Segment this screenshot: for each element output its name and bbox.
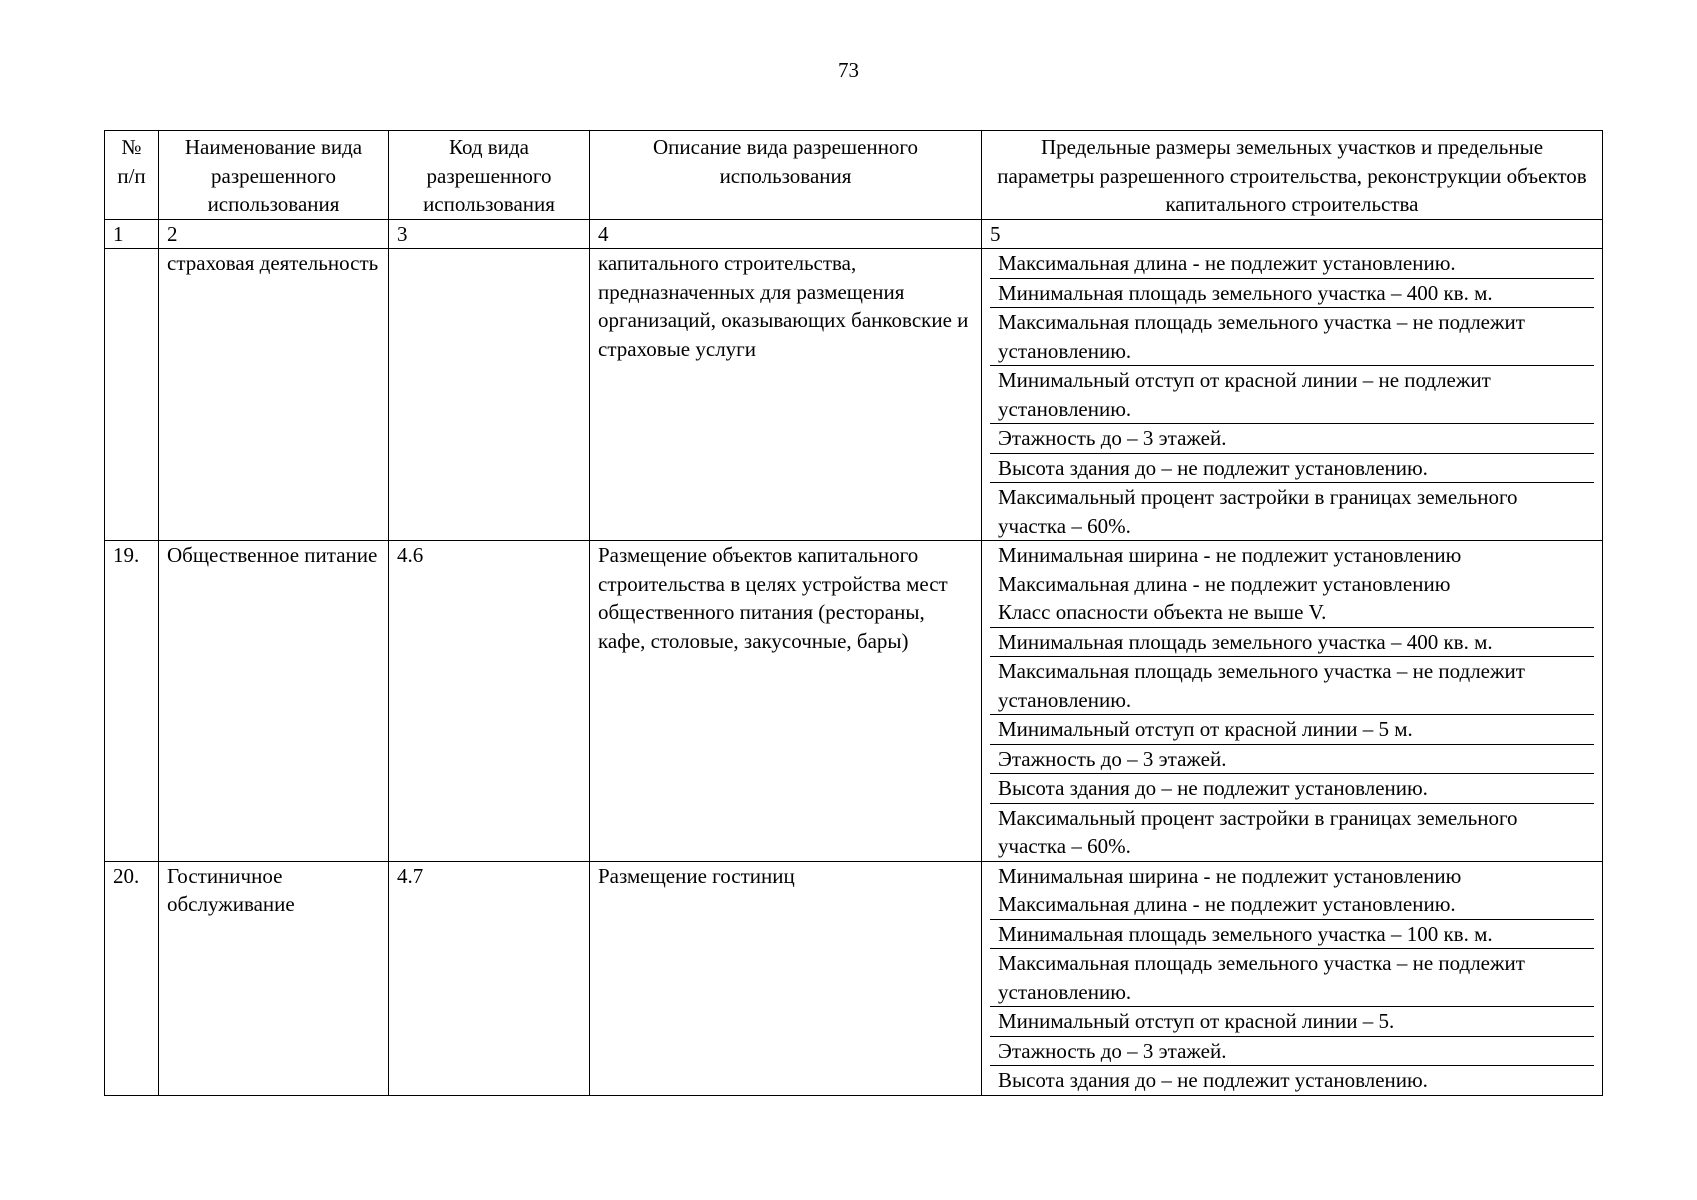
param-item: Минимальная площадь земельного участка – 400 кв. м. — [990, 279, 1594, 309]
param-item: Максимальная площадь земельного участка – не подлежит установлению. — [990, 949, 1594, 1007]
col-number: 4 — [590, 219, 982, 249]
col-number: 5 — [982, 219, 1603, 249]
param-line: Класс опасности объекта не выше V. — [998, 600, 1327, 624]
header-name: Наименование вида разрешенного использования — [159, 131, 389, 220]
row-description: Размещение объектов капитального строительства в целях устройства мест общественного питания (рестораны, кафе, столовые, закусочные, бары) — [590, 541, 982, 862]
param-line: Минимальная ширина - не подлежит установлению — [998, 543, 1462, 567]
col-number: 3 — [389, 219, 590, 249]
param-item — [990, 541, 1594, 628]
param-item: Этажность до – 3 этажей. — [990, 1037, 1594, 1067]
param-item: Максимальная площадь земельного участка – не подлежит установлению. — [990, 308, 1594, 366]
row-name: Общественное питание — [159, 541, 389, 862]
param-item — [990, 862, 1594, 920]
page-number: 73 — [838, 58, 859, 82]
param-item: Высота здания до – не подлежит установлению. — [998, 1068, 1428, 1092]
param-item: Максимальная площадь земельного участка – не подлежит установлению. — [990, 657, 1594, 715]
param-item: Минимальный отступ от красной линии – 5 м. — [990, 715, 1594, 745]
header-row — [105, 131, 1603, 220]
row-name: Гостиничное обслуживание — [159, 861, 389, 1095]
table-row — [105, 249, 1603, 541]
param-item: Этажность до – 3 этажей. — [990, 424, 1594, 454]
row-number: 19. — [105, 541, 159, 862]
row-params — [982, 541, 1603, 862]
param-line: Максимальная длина - не подлежит установлению — [998, 571, 1451, 596]
param-item: Этажность до – 3 этажей. — [990, 745, 1594, 775]
header-number: № п/п — [105, 131, 159, 220]
param-item: Максимальный процент застройки в границах земельного участка – 60%. — [998, 805, 1518, 858]
table-row — [105, 861, 1603, 1095]
header-params: Предельные размеры земельных участков и предельные параметры разрешенного строительства, реконструкции объектов капитального строительства — [982, 131, 1603, 220]
param-item: Максимальный процент застройки в границах земельного участка – 60%. — [998, 485, 1518, 538]
param-item: Минимальная площадь земельного участка – 100 кв. м. — [990, 920, 1594, 950]
land-use-table — [104, 130, 1603, 1096]
param-item: Высота здания до – не подлежит установлению. — [990, 774, 1594, 804]
param-item: Максимальная длина - не подлежит установлению. — [990, 249, 1594, 279]
param-item: Минимальный отступ от красной линии – не подлежит установлению. — [990, 366, 1594, 424]
header-code: Код вида разрешенного использования — [389, 131, 590, 220]
row-params — [982, 861, 1603, 1095]
column-number-row — [105, 219, 1603, 249]
row-number — [105, 249, 159, 541]
param-item: Минимальная площадь земельного участка – 400 кв. м. — [990, 628, 1594, 658]
row-params — [982, 249, 1603, 541]
col-number: 2 — [159, 219, 389, 249]
row-name: страховая деятельность — [159, 249, 389, 541]
col-number: 1 — [105, 219, 159, 249]
row-code — [389, 249, 590, 541]
row-number: 20. — [105, 861, 159, 1095]
table-row — [105, 541, 1603, 862]
row-description: капитального строительства, предназначенных для размещения организаций, оказывающих банковские и страховые услуги — [590, 249, 982, 541]
param-line: Максимальная длина - не подлежит установлению. — [998, 892, 1456, 916]
row-code: 4.6 — [389, 541, 590, 862]
param-line: Минимальная ширина - не подлежит установлению — [998, 863, 1462, 888]
row-code: 4.7 — [389, 861, 590, 1095]
param-item: Минимальный отступ от красной линии – 5. — [990, 1007, 1594, 1037]
param-item: Высота здания до – не подлежит установлению. — [990, 454, 1594, 484]
row-description: Размещение гостиниц — [590, 861, 982, 1095]
header-description: Описание вида разрешенного использования — [590, 131, 982, 220]
